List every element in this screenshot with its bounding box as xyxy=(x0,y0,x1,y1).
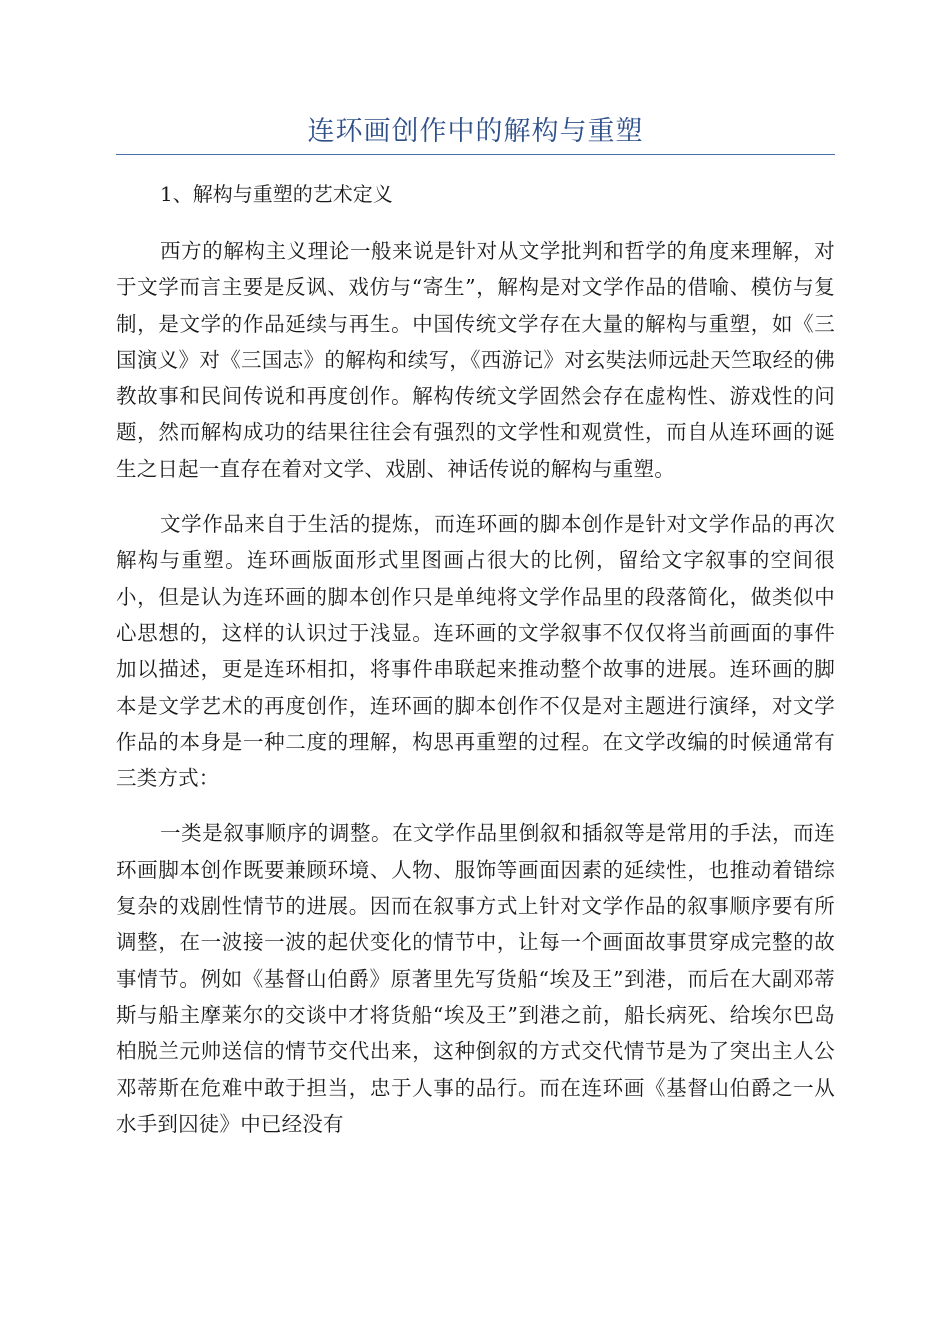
section-heading: 1、解构与重塑的艺术定义 xyxy=(160,182,393,206)
title-underline xyxy=(116,154,835,155)
document-body xyxy=(116,175,835,1161)
paragraph-2: 文学作品来自于生活的提炼，而连环画的脚本创作是针对文学作品的再次解构与重塑。连环画版面形式里图画占很大的比例，留给文字叙事的空间很小，但是认为连环画的脚本创作只是单纯将文学作品里的段落简化，做类似中心思想的，这样的认识过于浅显。连环画的文学叙事不仅仅将当前画面的事件加以描述，更是连环相扣，将事件串联起来推动整个故事的进展。连环画的脚本是文学艺术的再度创作，连环画的脚本创作不仅是对主题进行演绎，对文学作品的本身是一种二度的理解，构思再重塑的过程。在文学改编的时候通常有三类方式： xyxy=(116,512,835,791)
document-title: 连环画创作中的解构与重塑 xyxy=(307,116,644,147)
paragraph-3: 一类是叙事顺序的调整。在文学作品里倒叙和插叙等是常用的手法，而连环画脚本创作既要兼顾环境、人物、服饰等画面因素的延续性，也推动着错综复杂的戏剧性情节的进展。因而在叙事方式上针对文学作品的叙事顺序要有所调整，在一波接一波的起伏变化的情节中，让每一个画面故事贯穿成完整的故事情节。例如《基督山伯爵》原著里先写货船“埃及王”到港，而后在大副邓蒂斯与船主摩莱尔的交谈中才将货船“埃及王”到港之前，船长病死、给埃尔巴岛柏脱兰元帅送信的情节交代出来，这种倒叙的方式交代情节是为了突出主人公邓蒂斯在危难中敢于担当，忠于人事的品行。而在连环画《基督山伯爵之一从水手到囚徒》中已经没有 xyxy=(116,821,835,1136)
paragraph-1: 西方的解构主义理论一般来说是针对从文学批判和哲学的角度来理解，对于文学而言主要是反讽、戏仿与“寄生”，解构是对文学作品的借喻、模仿与复制，是文学的作品延续与再生。中国传统文学存在大量的解构与重塑，如《三国演义》对《三国志》的解构和续写，《西游记》对玄奘法师远赴天竺取经的佛教故事和民间传说和再度创作。解构传统文学固然会存在虚构性、游戏性的问题，然而解构成功的结果往往会有强烈的文学性和观赏性，而自从连环画的诞生之日起一直存在着对文学、戏剧、神话传说的解构与重塑。 xyxy=(116,239,835,481)
